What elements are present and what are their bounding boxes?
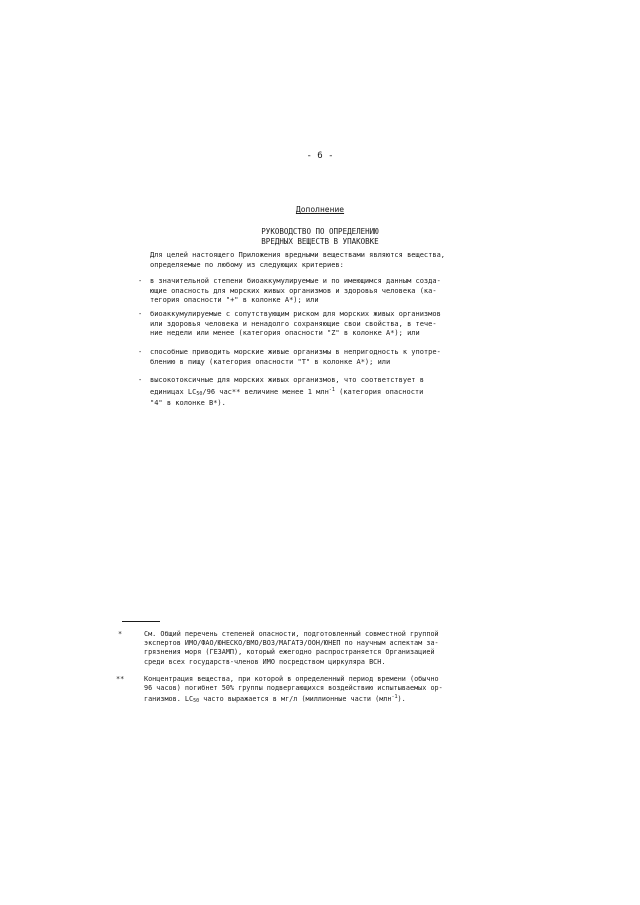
footnote-text: часто выражается в мг/л (миллионные части (млн	[199, 695, 392, 704]
footnote-separator	[122, 621, 160, 622]
dash-bullet: -	[138, 376, 143, 384]
footnote-2	[116, 675, 510, 707]
footnote-text: ).	[397, 695, 406, 704]
criterion-line: способные приводить морские живые организмы в непригодность к употре-	[150, 348, 441, 356]
footnote-1	[118, 630, 510, 667]
dash-bullet: -	[138, 348, 143, 356]
intro-line: Для целей настоящего Приложения вредными веществами являются вещества,	[150, 251, 446, 259]
lc50-subscript: 50	[193, 698, 200, 705]
criterion-line: или здоровья человека и ненадолго сохраняющие свои свойства, в тече-	[150, 319, 437, 328]
criterion-1	[138, 277, 490, 306]
dash-bullet: -	[138, 310, 143, 318]
footnote-mark: **	[116, 675, 125, 683]
criterion-line	[150, 386, 490, 400]
footnote-line: грязнения моря (ГЕЗАМП), который ежегодно распространяется Организацией	[144, 648, 435, 657]
document-title	[0, 227, 640, 247]
footnote-line	[144, 693, 510, 706]
lc50-text: единицах LC	[150, 387, 197, 396]
title-line: ВРЕДНЫХ ВЕЩЕСТВ В УПАКОВКЕ	[261, 237, 379, 246]
criterion-line: блению в пищу (категория опасности "T" в колонке А*); или	[150, 357, 391, 366]
footnote-text: ганизмов. LC	[144, 695, 194, 704]
criterion-text: (категория опасности	[334, 387, 424, 396]
criterion-2	[138, 310, 490, 339]
intro-line: определяемые по любому из следующих критериев:	[150, 260, 344, 269]
criterion-line: высокотоксичные для морских живых организмов, что соответствует в	[150, 376, 424, 384]
title-line: РУКОВОДСТВО ПО ОПРЕДЕЛЕНИЮ	[261, 227, 379, 236]
criterion-line: в значительной степени биоаккумулируемые и по имеющимся данным созда-	[150, 277, 441, 285]
dash-bullet: -	[138, 277, 143, 285]
criterion-line: тегория опасности "+" в колонке А*); или	[150, 296, 319, 304]
footnote-mark: *	[118, 630, 123, 638]
criterion-4	[138, 376, 490, 409]
footnote-line: экспертов ИМО/ФАО/ЮНЕСКО/ВМО/ВОЗ/МАГАТЭ/ООН/ЮНЕП по научным аспектам за-	[144, 639, 439, 648]
criterion-line: "4" в колонке В*).	[150, 399, 226, 407]
footnote-line: 96 часов) погибнет 50% группы подвергающихся воздействию испытываемых ор-	[144, 684, 443, 693]
criterion-3	[138, 348, 490, 367]
superscript: -1	[328, 386, 335, 393]
page-number: - 6 -	[306, 151, 334, 161]
criterion-line: биоаккумулируемые с сопутствующим риском для морских живых организмов	[150, 310, 441, 318]
footnote-line: См. Общий перечень степеней опасности, подготовленный совместной группой	[144, 630, 439, 638]
criterion-text: /96 час** величине менее 1 млн	[202, 387, 329, 396]
superscript: -1	[391, 694, 398, 701]
intro-paragraph	[122, 251, 512, 270]
lc50-subscript: 50	[196, 390, 203, 397]
addendum-heading: Дополнение	[295, 205, 345, 214]
footnote-line: среди всех государств-членов ИМО посредством циркуляра BCH.	[144, 657, 386, 666]
footnote-line: Концентрация вещества, при которой в определенный период времени (обычно	[144, 675, 439, 683]
criterion-line: ющие опасность для морских живых организмов и здоровья человека (ка-	[150, 286, 437, 295]
criterion-line: ние недели или менее (категория опасности "Z" в колонке А*); или	[150, 329, 420, 337]
